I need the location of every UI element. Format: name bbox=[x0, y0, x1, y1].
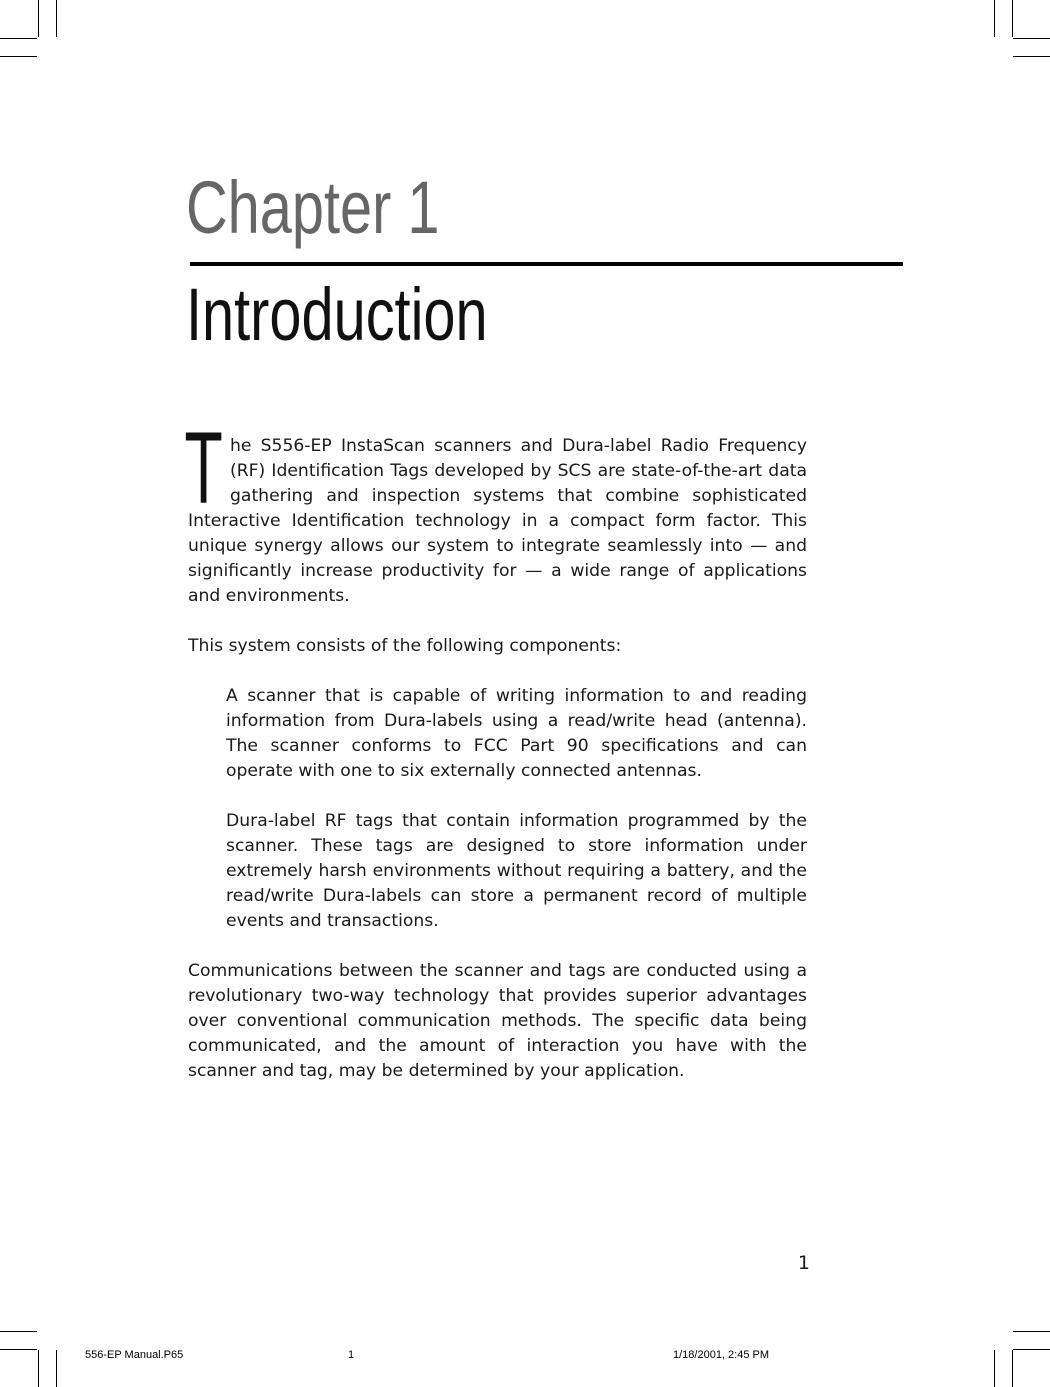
component-item-scanner: A scanner that is capable of writing information to and reading information from Dura-labels using a read/write head (antenna). The scanner conforms to FCC Part 90 specifications and can operate with one to six externally connected antennas. bbox=[226, 686, 807, 781]
crop-mark bbox=[1013, 1331, 1050, 1332]
crop-mark bbox=[0, 1349, 37, 1350]
crop-mark bbox=[994, 1350, 995, 1387]
crop-mark bbox=[0, 38, 37, 39]
communications-paragraph: Communications between the scanner and tags are conducted using a revolutionary two-way technology that provides superior advantages over conventional communication methods. The specific data being communicated, and the amount of interaction you have with the scanner and tag, may be determined by your application. bbox=[188, 961, 807, 1081]
intro-paragraph bbox=[186, 414, 807, 609]
footer-page: 1 bbox=[348, 1349, 355, 1361]
crop-mark bbox=[1013, 1349, 1050, 1350]
crop-mark bbox=[56, 0, 57, 37]
component-item-tags: Dura-label RF tags that contain information programmed by the scanner. These tags are designed to store information under extremely harsh environments without requiring a battery, and the read/write Dura-labels can store a permanent record of multiple events and transactions. bbox=[226, 811, 807, 931]
crop-mark bbox=[1012, 0, 1013, 37]
crop-mark bbox=[0, 56, 37, 57]
page-number: 1 bbox=[797, 1252, 810, 1274]
footer-filename: 556-EP Manual.P65 bbox=[85, 1349, 184, 1361]
chapter-label: Chapter 1 bbox=[186, 166, 440, 249]
crop-mark bbox=[1013, 56, 1050, 57]
body-text bbox=[186, 414, 807, 1109]
crop-mark bbox=[38, 1350, 39, 1387]
chapter-divider bbox=[190, 262, 903, 266]
chapter-title: Introduction bbox=[186, 273, 488, 356]
footer-datetime: 1/18/2001, 2:45 PM bbox=[673, 1349, 770, 1361]
crop-mark bbox=[994, 0, 995, 37]
drop-cap: T bbox=[186, 414, 222, 526]
intro-text: he S556-EP InstaScan scanners and Dura-label Radio Frequency (RF) Identification Tags developed by SCS are state-of-the-art data gathering and inspection systems that combine sophisticated Interactive Identification technology in a compact form factor. This unique synergy allows our system to integrate seamlessly into — and significantly increase productivity for — a wide range of applications and environments. bbox=[188, 436, 807, 606]
crop-mark bbox=[1013, 38, 1050, 39]
crop-mark bbox=[1012, 1350, 1013, 1387]
components-intro: This system consists of the following components: bbox=[188, 636, 622, 656]
crop-mark bbox=[56, 1350, 57, 1387]
crop-mark bbox=[38, 0, 39, 37]
crop-mark bbox=[0, 1331, 37, 1332]
